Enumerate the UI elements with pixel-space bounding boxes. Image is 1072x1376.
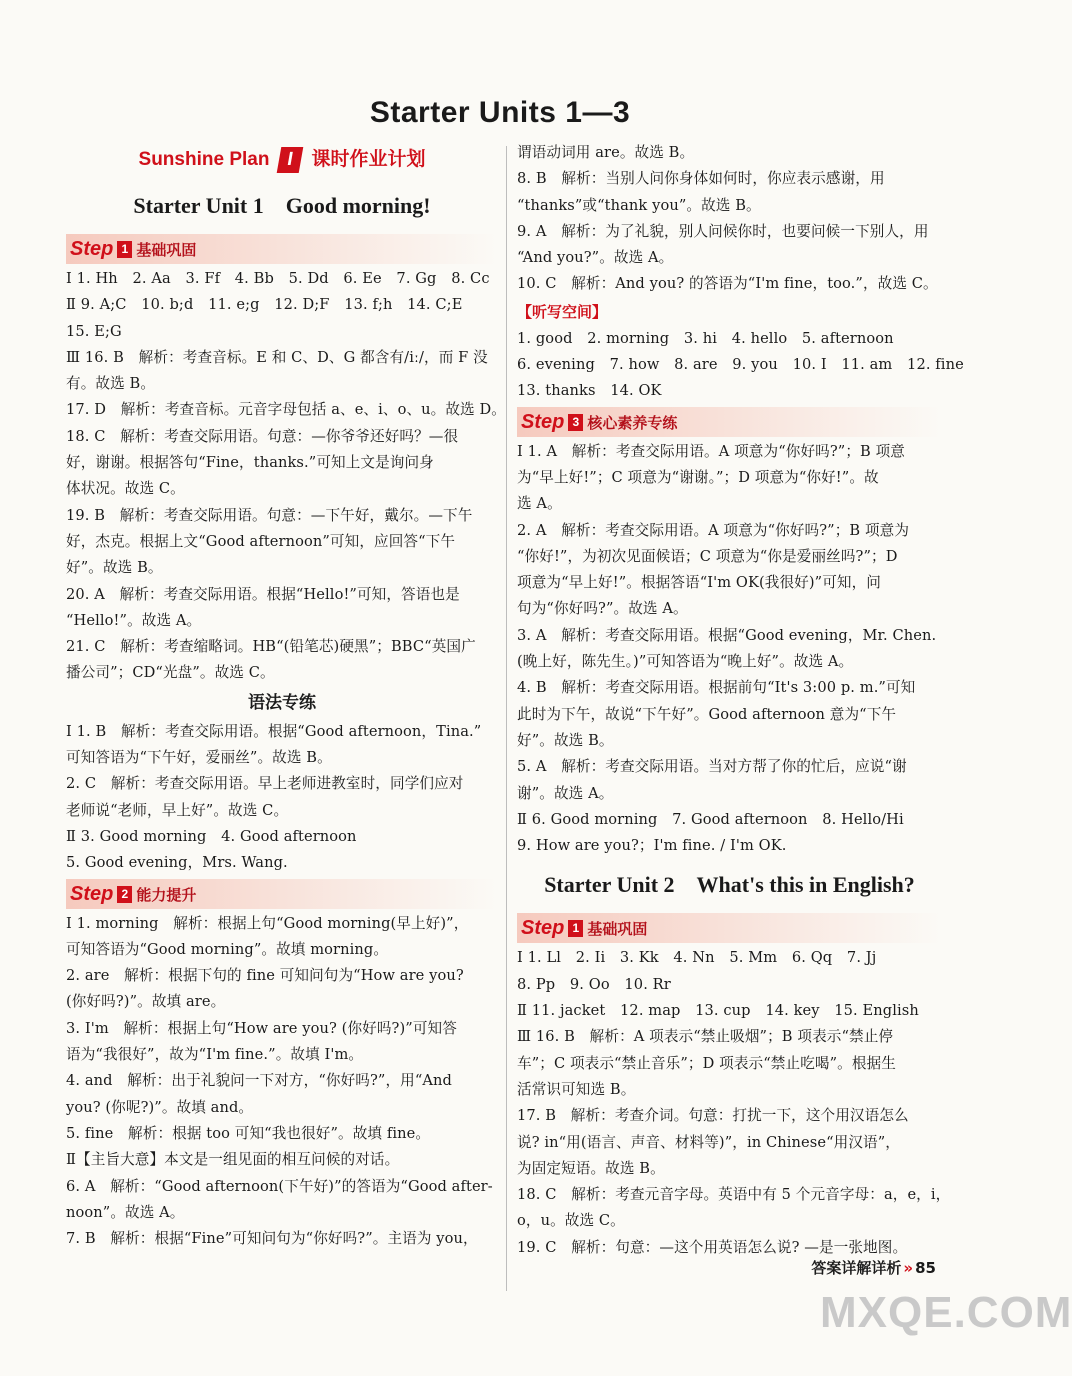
listen-answers <box>517 326 964 405</box>
answer-line: “你好!”，为初次见面候语；C 项意为“你是爱丽丝吗?”；D <box>517 547 898 565</box>
answer-line: 8. Pp 9. Oo 10. Rr <box>517 975 671 993</box>
grammar-answers <box>66 719 498 877</box>
answer-line: 7. B 解析：根据“Fine”可知问句为“你好吗?”。主语为 you， <box>66 1230 478 1248</box>
page-title: Starter Units 1—3 <box>369 96 631 129</box>
answer-line: 句为“你好吗?”。故选 A。 <box>517 600 688 618</box>
page-number: 85 <box>915 1259 936 1277</box>
unit2-title: Starter Unit 2 What's this in English? <box>544 872 915 898</box>
step-number: 1 <box>568 920 583 937</box>
answer-line: 5. Good evening，Mrs. Wang. <box>66 854 288 872</box>
answer-line: 18. C 解析：考查元音字母。英语中有 5 个元音字母：a，e，i， <box>517 1186 951 1204</box>
listen-heading: 【听写空间】 <box>517 302 608 321</box>
answer-line: 20. A 解析：考查交际用语。根据“Hello!”可知，答语也是 <box>66 585 460 603</box>
answer-line: 19. C 解析：句意：—这个用英语怎么说? —是一张地图。 <box>517 1238 908 1256</box>
answer-line: 1. good 2. morning 3. hi 4. hello 5. afternoon <box>517 329 894 347</box>
step-word: Step <box>521 917 565 940</box>
answer-line: 好，谢谢。根据答句“Fine，thanks.”可知上文是询问身 <box>66 454 434 472</box>
answer-line: 5. fine 解析：根据 too 可知“我也很好”。故填 fine。 <box>66 1124 431 1142</box>
answer-line: 车”；C 项表示“禁止音乐”；D 项表示“禁止吃喝”。根据生 <box>517 1054 896 1072</box>
answer-line: Ⅱ 9. A;C 10. b;d 11. e;g 12. D;F 13. f;h 14. C;E <box>66 296 463 314</box>
answer-line: 8. B 解析：当别人问你身体如何时，你应表示感谢，用 <box>517 170 885 188</box>
answer-line: 2. C 解析：考查交际用语。早上老师进教室时，同学们应对 <box>66 775 464 793</box>
answer-line: Ⅲ 16. B 解析：考查音标。E 和 C、D、G 都含有/iː/，而 F 没 <box>66 348 488 366</box>
answer-line: “And you?”。故选 A。 <box>517 249 674 267</box>
answer-line: 选 A。 <box>517 495 562 513</box>
answer-line: 15. E;G <box>66 322 122 340</box>
left-column <box>66 140 506 1252</box>
answer-line: 2. are 解析：根据下句的 fine 可知问句为“How are you? <box>66 967 464 985</box>
answer-line: 好”。故选 B。 <box>517 731 614 749</box>
answer-line: o，u。故选 C。 <box>517 1212 625 1230</box>
answer-line: 老师说“老师，早上好”。故选 C。 <box>66 801 289 819</box>
step2-answers <box>66 911 498 1253</box>
answer-line: 有。故选 B。 <box>66 375 156 393</box>
answer-line: 体状况。故选 C。 <box>66 480 185 498</box>
sunshine-plan-header <box>66 140 498 180</box>
step1-answers <box>66 266 506 687</box>
step-word: Step <box>70 238 114 260</box>
right-column <box>517 140 964 1261</box>
step3-answers <box>517 439 942 860</box>
answer-line: 项意为“早上好!”。根据答语“I'm OK(我很好)”可知，问 <box>517 574 882 592</box>
answer-line: noon”。故选 A。 <box>66 1203 185 1221</box>
unit1-title: Starter Unit 1 Good morning! <box>133 193 431 218</box>
answer-line: 18. C 解析：考查交际用语。句意：—你爷爷还好吗？—很 <box>66 427 459 445</box>
answer-line: 好，杰克。根据上文“Good afternoon”可知，应回答“下午 <box>66 532 456 550</box>
step3-banner <box>517 407 942 437</box>
answer-line: 2. A 解析：考查交际用语。A 项意为“你好吗?”；B 项意为 <box>517 521 910 539</box>
answer-line: 为“早上好!”；C 项意为“谢谢。”；D 项意为“你好!”。故 <box>517 468 879 486</box>
grammar-heading: 语法专练 <box>248 692 316 713</box>
answer-line: (晚上好，陈先生。)”可知答语为“晚上好”。故选 A。 <box>517 653 854 671</box>
answer-line: 17. B 解析：考查介词。句意：打扰一下，这个用汉语怎么 <box>517 1107 909 1125</box>
continued-answers <box>517 140 942 298</box>
step1b-banner <box>517 913 942 943</box>
answer-line: 为固定短语。故选 B。 <box>517 1159 665 1177</box>
answer-line: Ⅱ 11. jacket 12. map 13. cup 14. key 15. English <box>517 1002 919 1020</box>
step-number: 3 <box>568 414 583 431</box>
answer-line: Ⅰ 1. morning 解析：根据上句“Good morning(早上好)”， <box>66 914 469 932</box>
answer-line: 6. A 解析：“Good afternoon(下午好)”的答语为“Good after- <box>66 1177 493 1195</box>
answer-line: 3. A 解析：考查交际用语。根据“Good evening，Mr. Chen. <box>517 626 937 644</box>
footer-label: 答案详解详析 <box>811 1259 902 1277</box>
answer-line: Ⅱ 6. Good morning 7. Good afternoon 8. Hello/Hi <box>517 810 904 828</box>
answer-line: 9. A 解析：为了礼貌，别人问候你时，也要问候一下别人，用 <box>517 222 929 240</box>
page-footer <box>811 1257 936 1278</box>
answer-line: Ⅱ【主旨大意】本文是一组见面的相互问候的对话。 <box>66 1151 400 1169</box>
step-word: Step <box>521 410 565 433</box>
plan-label: 课时作业计划 <box>311 149 426 170</box>
answer-line: 4. B 解析：考查交际用语。根据前句“It's 3:00 p. m.”可知 <box>517 679 916 697</box>
answer-line: “thanks”或“thank you”。故选 B。 <box>517 196 761 214</box>
answer-line: Ⅱ 3. Good morning 4. Good afternoon <box>66 827 357 845</box>
step-number: 1 <box>117 241 132 258</box>
plan-badge: I <box>277 147 304 173</box>
answer-line: 活常识可知选 B。 <box>517 1080 636 1098</box>
answer-line: 6. evening 7. how 8. are 9. you 10. I 11. am 12. fine <box>517 356 964 374</box>
answer-line: 谓语动词用 are。故选 B。 <box>517 144 695 161</box>
answer-line: 4. and 解析：出于礼貌问一下对方，“你好吗?”，用“And <box>66 1072 452 1090</box>
answer-line: Ⅰ 1. A 解析：考查交际用语。A 项意为“你好吗?”；B 项意 <box>517 442 905 460</box>
watermark-text: MXQE.COM <box>820 1288 1072 1337</box>
step-label: 能力提升 <box>136 886 197 904</box>
answer-line: Ⅲ 16. B 解析：A 项表示“禁止吸烟”；B 项表示“禁止停 <box>517 1028 894 1046</box>
step-label: 基础巩固 <box>136 242 197 259</box>
answer-line: “Hello!”。故选 A。 <box>66 611 202 629</box>
answer-line: 13. thanks 14. OK <box>517 382 662 400</box>
answer-line: Ⅰ 1. B 解析：考查交际用语。根据“Good afternoon，Tina.” <box>66 722 482 740</box>
answer-line: 可知答语为“Good morning”。故填 morning。 <box>66 940 389 958</box>
step1-banner <box>66 234 498 264</box>
answer-line: Ⅰ 1. Ll 2. Ii 3. Kk 4. Nn 5. Mm 6. Qq 7. Jj <box>517 949 877 967</box>
answer-line: 播公司”；CD“光盘”。故选 C。 <box>66 664 275 682</box>
step-label: 核心素养专练 <box>587 414 678 432</box>
answer-line: 可知答语为“下午好，爱丽丝”。故选 B。 <box>66 749 332 767</box>
step-label: 基础巩固 <box>587 921 648 939</box>
answer-line: Ⅰ 1. Hh 2. Aa 3. Ff 4. Bb 5. Dd 6. Ee 7. Gg 8. Cc <box>66 270 490 287</box>
unit2-answers <box>517 945 951 1261</box>
step2-banner <box>66 879 498 909</box>
answer-line: 21. C 解析：考查缩略词。HB“(铅笔芯)硬黑”；BBC“英国广 <box>66 638 476 656</box>
answer-line: 10. C 解析：And you? 的答语为“I'm fine，too.”，故选 C。 <box>517 275 938 293</box>
answer-line: 19. B 解析：考查交际用语。句意：—下午好，戴尔。—下午 <box>66 506 473 524</box>
answer-line: 说? in“用(语言、声音、材料等)”，in Chinese“用汉语”， <box>517 1133 900 1151</box>
step-word: Step <box>70 882 114 905</box>
answer-line: 好”。故选 B。 <box>66 559 163 577</box>
answer-line: you? (你呢?)”。故填 and。 <box>66 1098 254 1116</box>
column-divider <box>506 146 507 1291</box>
answer-line: 17. D 解析：考查音标。元音字母包括 a、e、i、o、u。故选 D。 <box>66 401 506 419</box>
answer-line: 此时为下午，故说“下午好”。Good afternoon 意为“下午 <box>517 705 897 723</box>
double-chevron-icon: » <box>903 1259 914 1277</box>
answer-line: 9. How are you?；I'm fine. / I'm OK. <box>517 837 787 855</box>
answer-line: (你好吗?)”。故填 are。 <box>66 993 226 1011</box>
answer-line: 5. A 解析：考查交际用语。当对方帮了你的忙后，应说“谢 <box>517 758 907 776</box>
answer-line: 语为“我很好”，故为“I'm fine.”。故填 I'm。 <box>66 1046 364 1064</box>
answer-line: 3. I'm 解析：根据上句“How are you? (你好吗?)”可知答 <box>66 1019 457 1037</box>
step-number: 2 <box>117 886 132 903</box>
answer-line: 谢”。故选 A。 <box>517 784 614 802</box>
plan-prefix: Sunshine Plan <box>138 149 270 170</box>
